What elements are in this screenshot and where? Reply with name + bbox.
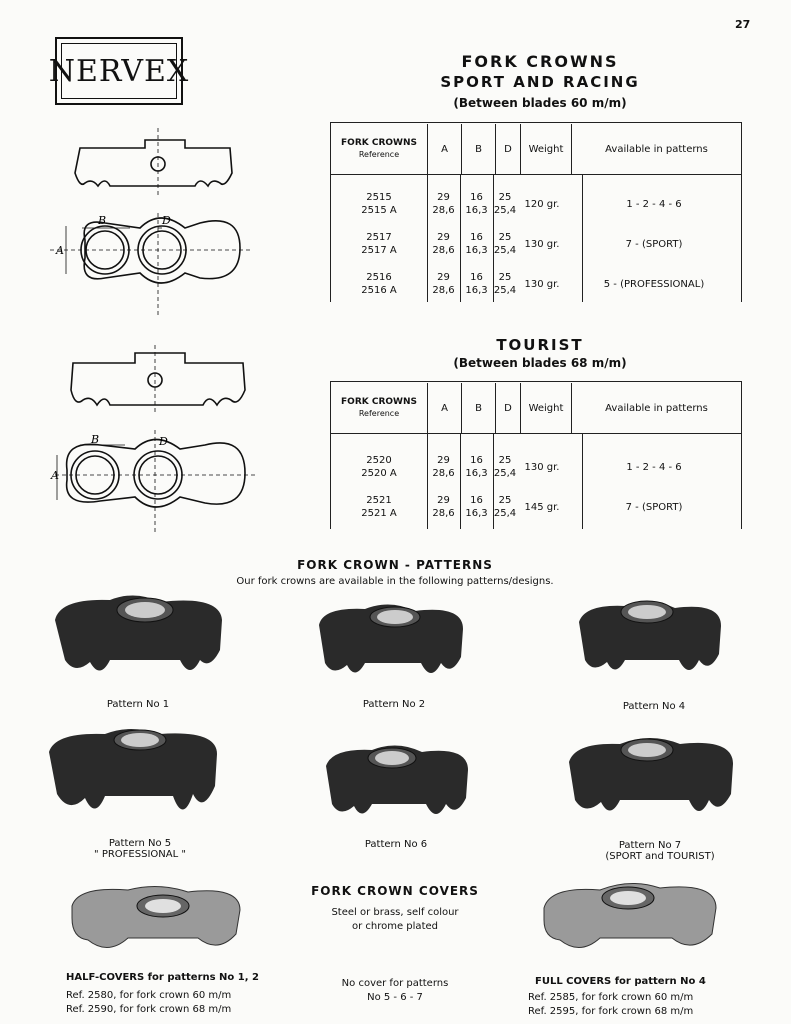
main-subtitle: SPORT AND RACING bbox=[440, 73, 640, 91]
pattern-7-image bbox=[565, 730, 735, 830]
table-row: 2521 2521 A 29 28,6 16 16,3 25 25,4 145 gr. 7 - (SPORT) bbox=[361, 495, 683, 519]
hdr-d: D bbox=[496, 124, 521, 174]
no-cover-note-1: No cover for patterns bbox=[341, 978, 449, 989]
pattern-7-subcaption: (SPORT and TOURIST) bbox=[605, 851, 715, 862]
blade-spacing-68: (Between blades 68 m/m) bbox=[453, 356, 627, 370]
full-cover-ref-1: Ref. 2585, for fork crown 60 m/m bbox=[528, 992, 694, 1003]
nervex-logo bbox=[48, 37, 190, 105]
pattern-5-image bbox=[45, 724, 220, 829]
pattern-6-image bbox=[322, 736, 472, 831]
patterns-title: FORK CROWN - PATTERNS bbox=[297, 558, 493, 572]
pattern-5-subcaption: " PROFESSIONAL " bbox=[94, 849, 186, 860]
table-row: 2516 2516 A 29 28,6 16 16,3 25 25,4 130 gr. 5 - (PROFESSIONAL) bbox=[361, 272, 705, 296]
hdr-ref1-2: FORK CROWNS bbox=[341, 397, 417, 407]
full-covers-title: FULL COVERS for pattern No 4 bbox=[535, 976, 706, 987]
dim-b-label: B bbox=[98, 214, 107, 227]
hdr-ref2: Reference bbox=[358, 150, 400, 159]
table-row: 2520 2520 A 29 28,6 16 16,3 25 25,4 130 gr. 1 - 2 - 4 - 6 bbox=[361, 455, 682, 479]
hdr-weight-2: Weight bbox=[521, 383, 572, 433]
main-title: FORK CROWNS bbox=[461, 52, 619, 71]
pattern-4-image bbox=[575, 592, 725, 692]
full-cover-image bbox=[540, 876, 720, 961]
logo-text: NERVEX bbox=[61, 43, 177, 99]
full-cover-ref-2: Ref. 2595, for fork crown 68 m/m bbox=[528, 1006, 694, 1017]
pattern-2-caption: Pattern No 2 bbox=[362, 699, 426, 710]
hdr-weight: Weight bbox=[521, 124, 572, 174]
dim-a-label: A bbox=[56, 244, 64, 257]
half-cover-ref-1: Ref. 2580, for fork crown 60 m/m bbox=[66, 990, 232, 1001]
pattern-2-image bbox=[315, 597, 465, 692]
dim-d-label-2: D bbox=[159, 435, 168, 448]
sport-spec-table bbox=[330, 122, 742, 302]
half-cover-ref-2: Ref. 2590, for fork crown 68 m/m bbox=[66, 1004, 232, 1015]
hdr-ref2-2: Reference bbox=[358, 409, 400, 418]
table-row: 2515 2515 A 29 28,6 16 16,3 25 25,4 120 gr. 1 - 2 - 4 - 6 bbox=[361, 192, 682, 216]
hdr-ref1: FORK CROWNS bbox=[341, 138, 417, 148]
hdr-b-2: B bbox=[462, 383, 496, 433]
pattern-1-caption: Pattern No 1 bbox=[106, 699, 170, 710]
blade-spacing-60: (Between blades 60 m/m) bbox=[453, 96, 627, 110]
tourist-rows bbox=[331, 447, 741, 527]
sport-rows bbox=[331, 184, 741, 304]
tourist-spec-table bbox=[330, 381, 742, 529]
half-covers-title: HALF-COVERS for patterns No 1, 2 bbox=[66, 972, 259, 983]
covers-desc-2: or chrome plated bbox=[351, 921, 438, 932]
dim-d-label: D bbox=[162, 214, 171, 227]
dim-b-label-2: B bbox=[91, 433, 100, 446]
tourist-title: TOURIST bbox=[496, 336, 584, 354]
covers-title: FORK CROWN COVERS bbox=[311, 884, 479, 898]
half-cover-image bbox=[68, 878, 243, 963]
hdr-a: A bbox=[428, 124, 462, 174]
hdr-b: B bbox=[462, 124, 496, 174]
page-number: 27 bbox=[735, 18, 751, 31]
hdr-patterns: Available in patterns bbox=[605, 143, 708, 155]
pattern-1-image bbox=[50, 590, 225, 690]
table-row: 2517 2517 A 29 28,6 16 16,3 25 25,4 130 gr. 7 - (SPORT) bbox=[361, 232, 683, 256]
sport-crown-drawing bbox=[50, 128, 250, 318]
tourist-crown-drawing bbox=[51, 345, 255, 535]
pattern-5-caption: Pattern No 5 bbox=[108, 838, 172, 849]
pattern-7-caption: Pattern No 7 bbox=[618, 840, 682, 851]
patterns-intro: Our fork crowns are available in the following patterns/designs. bbox=[236, 576, 554, 587]
covers-desc-1: Steel or brass, self colour bbox=[331, 907, 459, 918]
dim-a-label-2: A bbox=[51, 469, 59, 482]
hdr-a-2: A bbox=[428, 383, 462, 433]
pattern-4-caption: Pattern No 4 bbox=[622, 701, 686, 712]
pattern-6-caption: Pattern No 6 bbox=[364, 839, 428, 850]
hdr-d-2: D bbox=[496, 383, 521, 433]
no-cover-note-2: No 5 - 6 - 7 bbox=[367, 992, 423, 1003]
hdr-patterns-2: Available in patterns bbox=[605, 402, 708, 414]
